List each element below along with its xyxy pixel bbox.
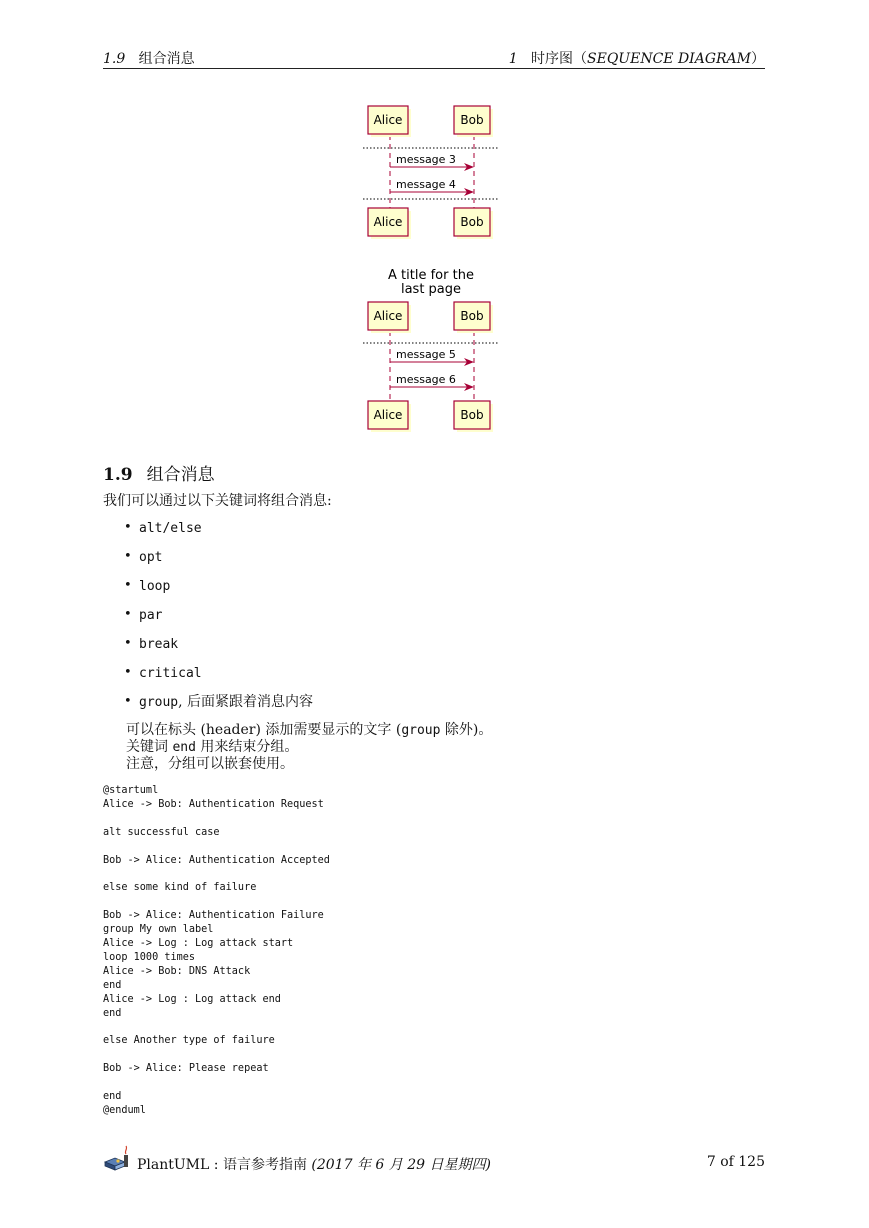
diagram-two [363,268,499,432]
list-item [103,692,703,721]
participant-label: Bob [460,408,484,422]
header-section-title: 组合消息 [138,51,195,67]
keyword: alt/else [139,521,202,536]
header-section [103,48,195,68]
note-text: 注意，分组可以嵌套使用。 [126,756,294,772]
message-label: message 4 [396,178,456,191]
participant-alice-top [368,106,411,137]
participant-bob-top [454,302,493,333]
participant-bob-bottom [454,208,493,239]
participant-bob-bottom [454,401,493,432]
running-header [103,48,765,69]
participant-alice-bottom [368,208,411,239]
header-chapter [509,48,765,68]
diagram-title-line2: last page [400,282,462,297]
note-text: 可以在标头 (header) 添加需要显示的文字 ( [126,722,402,738]
note-line [126,722,492,739]
inline-code: group [401,723,441,738]
list-item [103,634,703,663]
keyword-description: , 后面紧跟着消息内容 [178,694,314,710]
inline-code: end [172,740,196,755]
keyword-list [103,518,703,721]
participant-label: Bob [460,215,484,229]
keyword: loop [139,579,171,594]
note-line [126,756,492,773]
participant-label: Alice [373,408,403,422]
section-intro: 我们可以通过以下关键词将组合消息: [103,493,332,509]
participant-label: Bob [460,309,484,323]
participant-alice-bottom [368,401,411,432]
message-label: message 6 [396,373,456,386]
note-text: 关键词 [126,739,173,755]
section-notes [126,722,492,773]
participant-label: Alice [373,113,403,127]
participant-bob-top [454,106,493,137]
diagram-title: A title for the [388,268,474,283]
code-block: @startuml Alice -> Bob: Authentication Request alt successful case Bob -> Alice: Authentication Accepted else some kind of failure Bob -> Alice: Authentication Failure group My own label Alice -> Log : Log attack start loop 1000 times Alice -> Bob: DNS Attack end Alice -> Log : Log attack end end else Another type of failure Bob -> Alice: Please repeat end @enduml [103,785,330,1116]
diagram-one [363,106,499,239]
list-item [103,663,703,692]
page-footer [103,1144,765,1172]
message-label: message 5 [396,348,456,361]
footer-title [137,1154,491,1174]
participant-label: Bob [460,113,484,127]
message-label: message 3 [396,153,456,166]
keyword: critical [139,666,202,681]
note-text: 用来结束分组。 [195,739,299,755]
section-number: 1.9 [103,465,133,485]
list-item [103,518,703,547]
footer-date: (2017 年 6 月 29 日星期四) [311,1157,491,1173]
footer-subtitle: : 语言参考指南 [209,1157,312,1173]
header-chapter-title-cn: 时序图（ [531,51,588,67]
keyword: break [139,637,179,652]
keyword: opt [139,550,163,565]
list-item [103,605,703,634]
page-number: 7 of 125 [706,1154,765,1170]
header-chapter-title-en: SEQUENCE DIAGRAM [587,51,751,67]
footer-brand: PlantUML [137,1157,210,1173]
participant-alice-top [368,302,411,333]
header-chapter-number: 1 [508,51,518,67]
sequence-diagrams [355,95,515,440]
keyword: par [139,608,163,623]
plantuml-logo-icon [103,1144,133,1172]
participant-label: Alice [373,309,403,323]
participant-label: Alice [373,215,403,229]
note-text: 除外)。 [440,722,493,738]
note-line [126,739,492,756]
keyword: group [139,695,179,710]
header-chapter-close: ） [751,51,765,67]
list-item [103,576,703,605]
list-item [103,547,703,576]
section-heading [103,460,215,485]
section-title: 组合消息 [146,465,215,485]
header-section-number: 1.9 [103,51,126,67]
